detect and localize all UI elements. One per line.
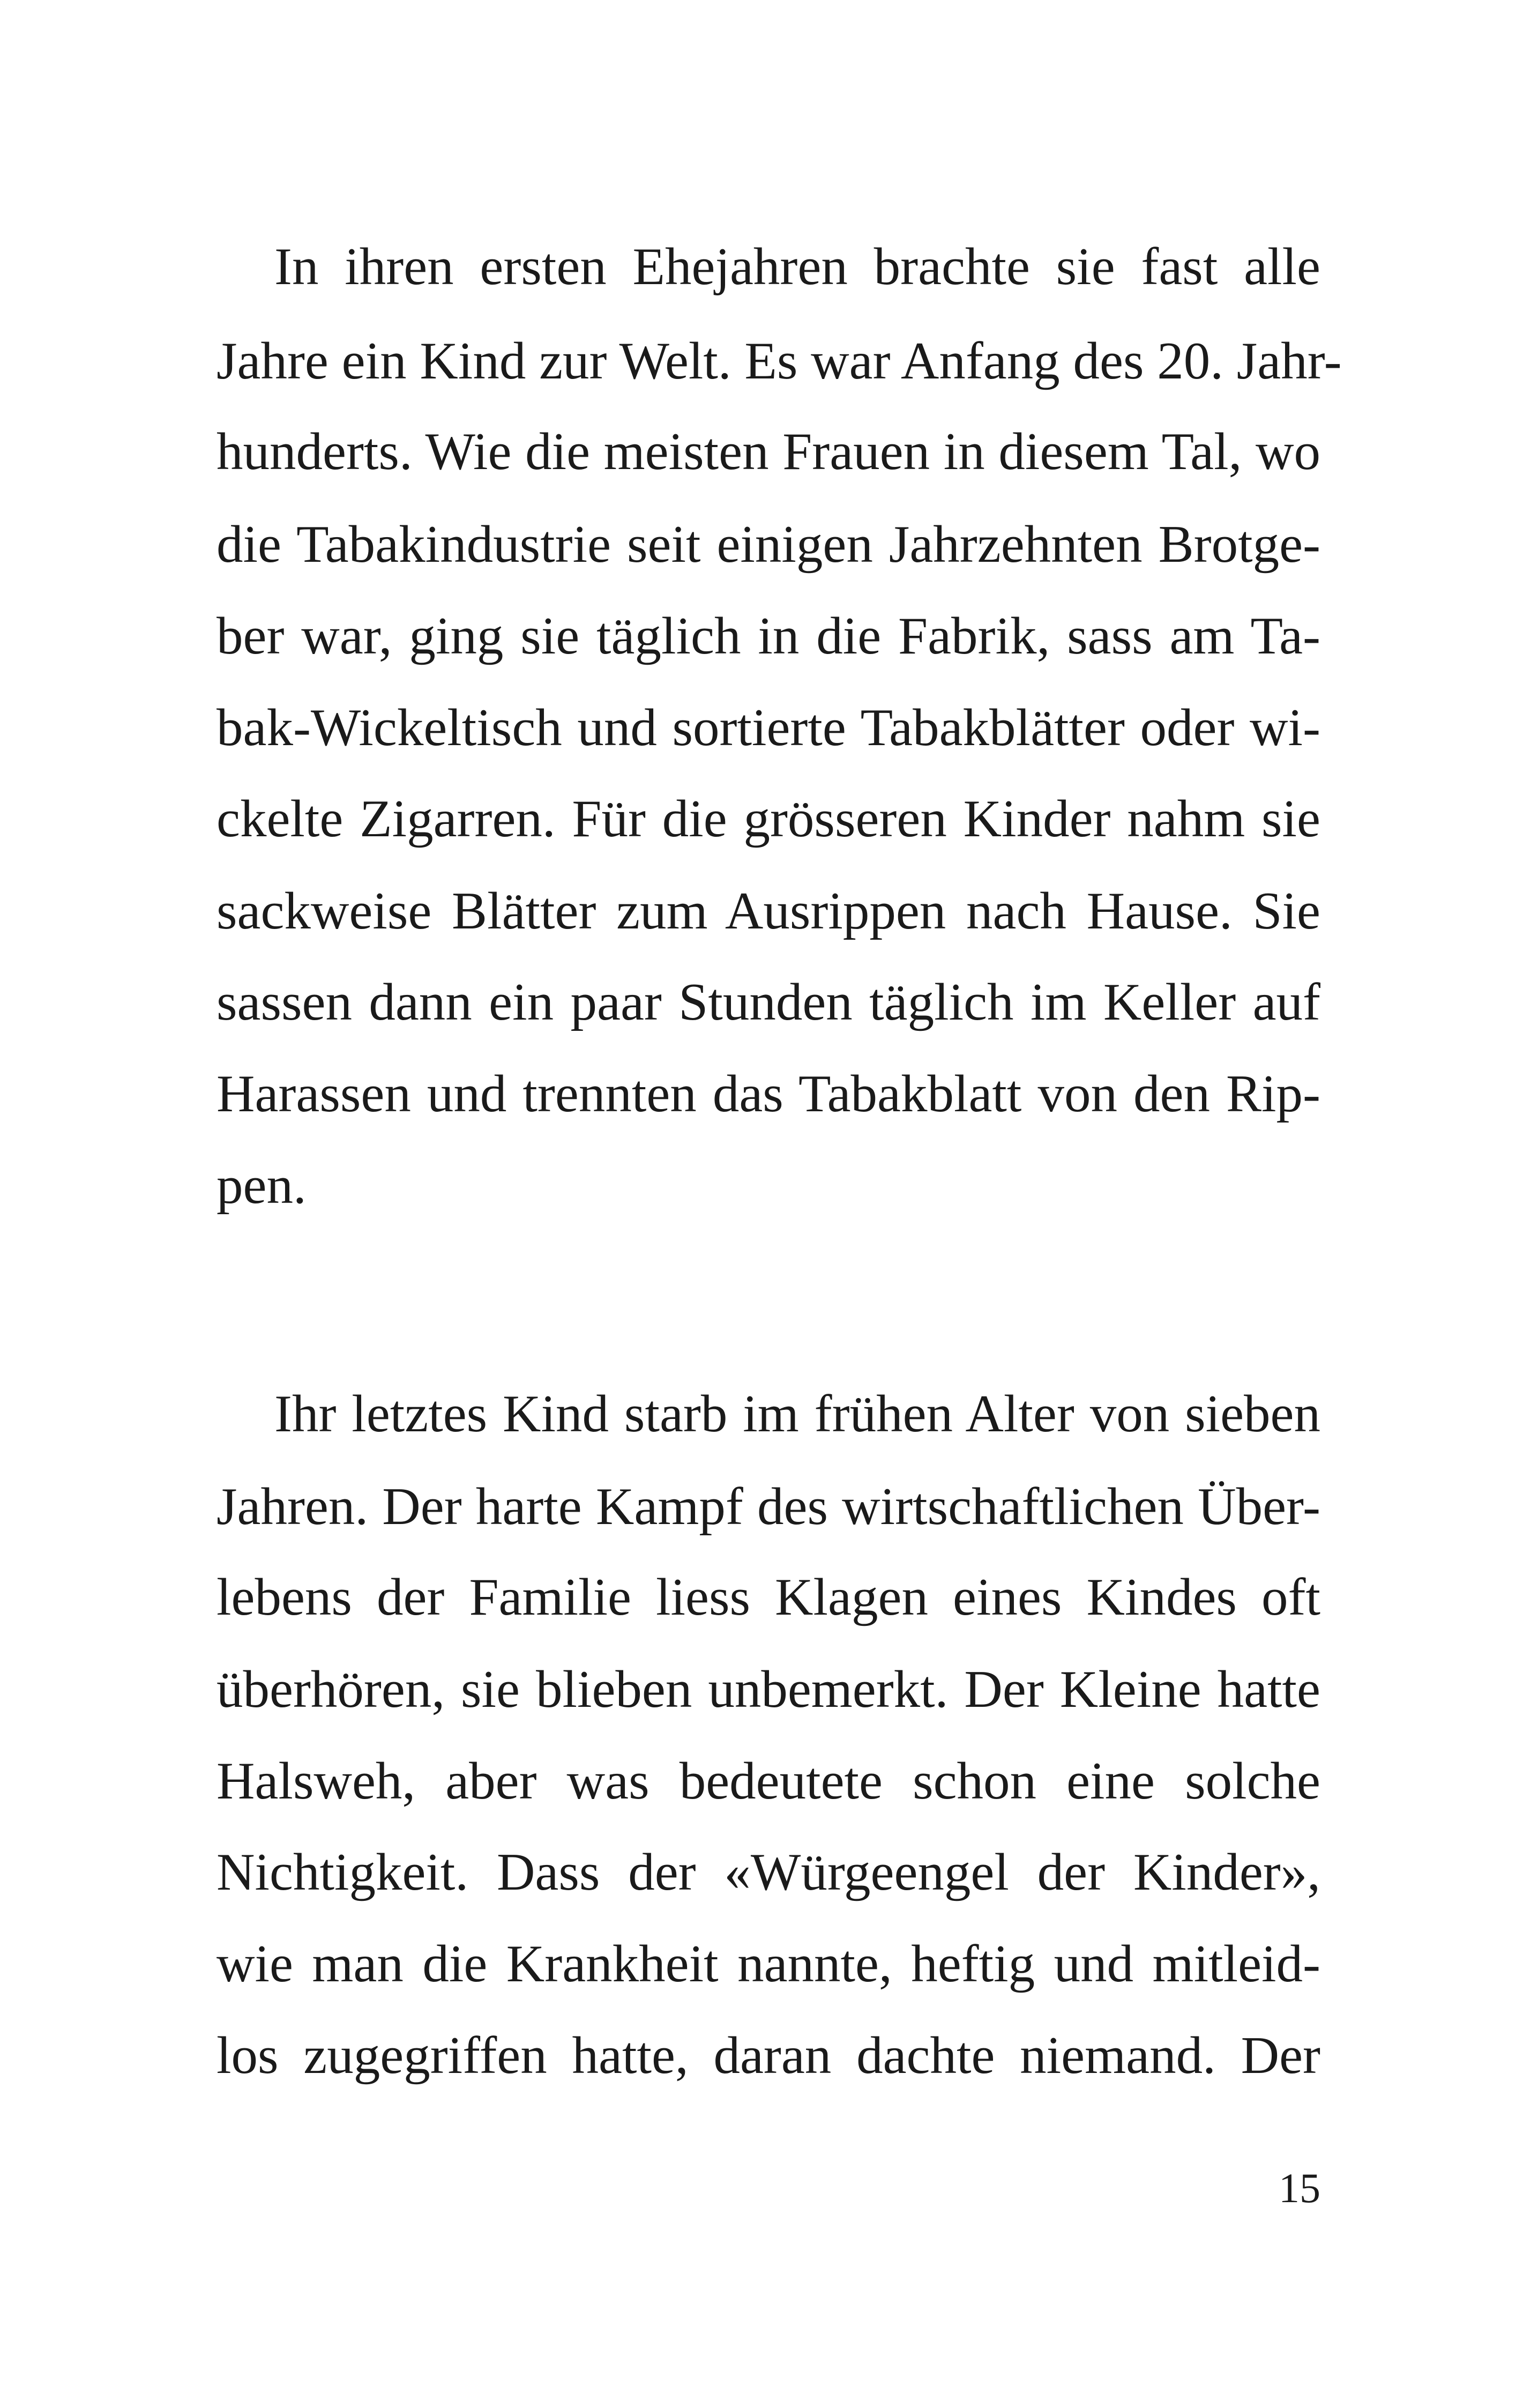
text-line: wie man die Krankheit nannte, heftig und mitleid- xyxy=(216,1935,1320,1993)
text-line: die Tabakindustrie seit einigen Jahrzehnten Brotge- xyxy=(216,515,1320,574)
text-line: Ihr letztes Kind starb im frühen Alter von sieben xyxy=(274,1385,1320,1443)
text-line: lebens der Familie liess Klagen eines Kindes oft xyxy=(216,1568,1320,1626)
text-line: ckelte Zigarren. Für die grösseren Kinder nahm sie xyxy=(216,790,1320,848)
text-line: los zugegriffen hatte, daran dachte niemand. Der xyxy=(216,2026,1320,2085)
page-number: 15 xyxy=(1279,2165,1320,2211)
text-line: Harassen und trennten das Tabakblatt von den Rip- xyxy=(216,1065,1320,1123)
text-line: sackweise Blätter zum Ausrippen nach Hause. Sie xyxy=(216,882,1320,940)
text-line: ber war, ging sie täglich in die Fabrik, sass am Ta- xyxy=(216,607,1320,665)
text-line: In ihren ersten Ehejahren brachte sie fast alle xyxy=(274,237,1320,296)
text-line: Jahren. Der harte Kampf des wirtschaftlichen Über- xyxy=(216,1477,1320,1536)
text-line: hunderts. Wie die meisten Frauen in diesem Tal, wo xyxy=(216,422,1320,481)
text-line: sassen dann ein paar Stunden täglich im Keller auf xyxy=(216,973,1320,1031)
text-line: Jahre ein Kind zur Welt. Es war Anfang des 20. Jahr- xyxy=(216,332,1342,390)
text-line: bak-Wickeltisch und sortierte Tabakblätter oder wi- xyxy=(216,698,1320,757)
text-line: Nichtigkeit. Dass der «Würgeengel der Kinder», xyxy=(216,1843,1320,1901)
text-line: überhören, sie blieben unbemerkt. Der Kleine hatte xyxy=(216,1660,1320,1719)
text-line: Halsweh, aber was bedeutete schon eine solche xyxy=(216,1752,1320,1810)
text-line: pen. xyxy=(216,1156,307,1215)
